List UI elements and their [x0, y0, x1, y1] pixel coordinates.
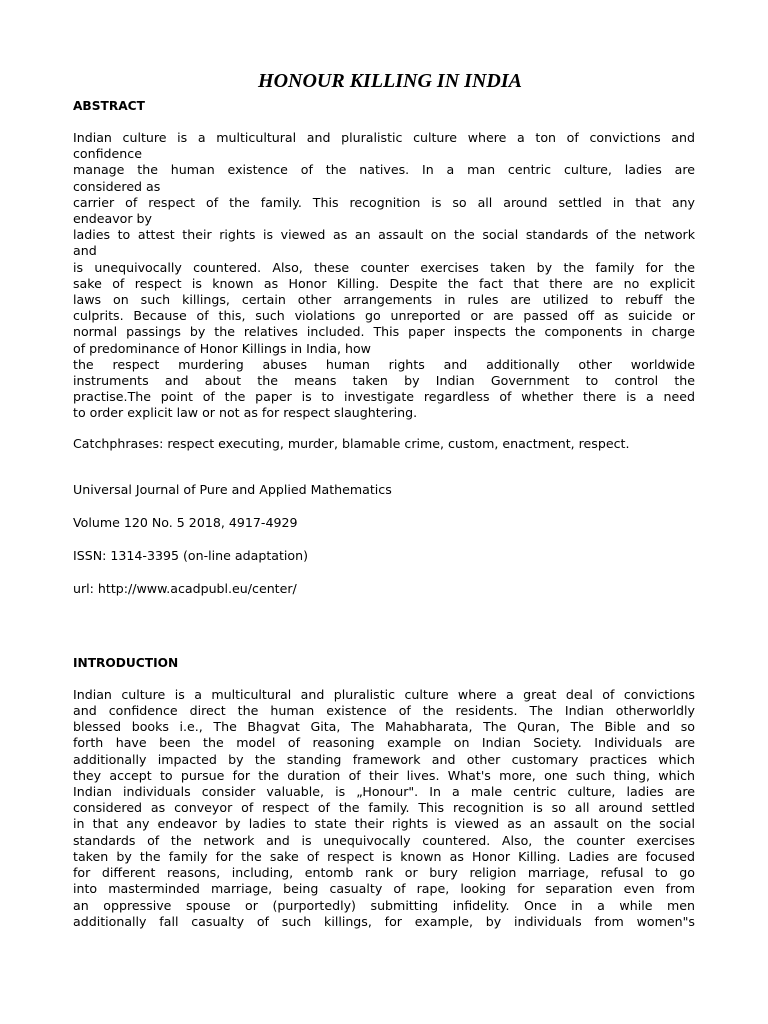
abstract-line: and [73, 243, 97, 259]
abstract-line: is unequivocally countered. Also, these counter exercises taken by the family for the [73, 259, 695, 275]
abstract-body [73, 130, 695, 422]
abstract-heading: ABSTRACT [73, 99, 145, 113]
abstract-line: culprits. Because of this, such violations go unreported or are passed off as suicide or [73, 308, 695, 324]
abstract-line: carrier of respect of the family. This recognition is so all around settled in that any [73, 194, 695, 210]
journal-url: url: http://www.acadpubl.eu/center/ [73, 580, 297, 596]
abstract-line: Indian culture is a multicultural and pluralistic culture where a ton of convictions and [73, 130, 695, 145]
abstract-line: instruments and about the means taken by Indian Government to control the [73, 373, 695, 389]
document-page [73, 68, 695, 930]
journal-name: Universal Journal of Pure and Applied Mathematics [73, 481, 392, 497]
abstract-line: laws on such killings, certain other arrangements in rules are utilized to rebuff the [73, 292, 695, 308]
abstract-line: confidence [73, 146, 142, 162]
journal-volume: Volume 120 No. 5 2018, 4917-4929 [73, 514, 298, 530]
introduction-line: blessed books i.e., The Bhagvat Gita, The Mahabharata, The Quran, The Bible and so [73, 719, 695, 735]
introduction-line: taken by the family for the sake of respect is known as Honor Killing. Ladies are focused [73, 848, 695, 864]
introduction-line: they accept to pursue for the duration of their lives. What's more, one such thing, which [73, 767, 695, 783]
introduction-line: Indian culture is a multicultural and pluralistic culture where a great deal of convictions [73, 686, 695, 702]
introduction-line: into masterminded marriage, being casualty of rape, looking for separation even from [73, 881, 695, 897]
introduction-line: considered as conveyor of respect of the family. This recognition is so all around settled [73, 800, 695, 816]
abstract-line: considered as [73, 178, 161, 194]
introduction-body [73, 687, 695, 930]
introduction-line: additionally fall casualty of such killings, for example, by individuals from women"s [73, 913, 695, 929]
abstract-line: of predominance of Honor Killings in India, how [73, 340, 371, 356]
abstract-line: practise.The point of the paper is to investigate regardless of whether there is a need [73, 389, 695, 405]
introduction-line: in that any endeavor by ladies to state their rights is viewed as an assault on the social [73, 816, 695, 832]
abstract-line: endeavor by [73, 211, 152, 227]
introduction-heading: INTRODUCTION [73, 655, 179, 670]
introduction-line: and confidence direct the human existence of the residents. The Indian otherworldly [73, 703, 695, 719]
abstract-line: normal passings by the relatives included. This paper inspects the components in charge [73, 324, 695, 340]
introduction-line: additionally impacted by the standing framework and other customary practices which [73, 751, 695, 767]
abstract-line: the respect murdering abuses human rights and additionally other worldwide [73, 356, 695, 372]
journal-issn: ISSN: 1314-3395 (on-line adaptation) [73, 547, 309, 563]
introduction-line: for different reasons, including, entomb rank or bury religion marriage, refusal to go [73, 865, 695, 881]
introduction-line: standards of the network and is unequivocally countered. Also, the counter exercises [73, 832, 695, 848]
abstract-line: sake of respect is known as Honor Killing. Despite the fact that there are no explicit [73, 275, 695, 291]
abstract-line: to order explicit law or not as for respect slaughtering. [73, 405, 418, 421]
introduction-line: an oppressive spouse or (purportedly) submitting infidelity. Once in a while men [73, 897, 695, 913]
paper-title: HONOUR KILLING IN INDIA [258, 70, 522, 92]
catchphrases: Catchphrases: respect executing, murder, blamable crime, custom, enactment, respect. [73, 435, 630, 451]
abstract-line: manage the human existence of the natives. In a man centric culture, ladies are [73, 162, 695, 178]
abstract-line: ladies to attest their rights is viewed as an assault on the social standards of the network [73, 227, 695, 243]
introduction-line: forth have been the model of reasoning example on Indian Society. Individuals are [73, 735, 695, 751]
introduction-line: Indian individuals consider valuable, is „Honour". In a male centric culture, ladies are [73, 784, 695, 800]
